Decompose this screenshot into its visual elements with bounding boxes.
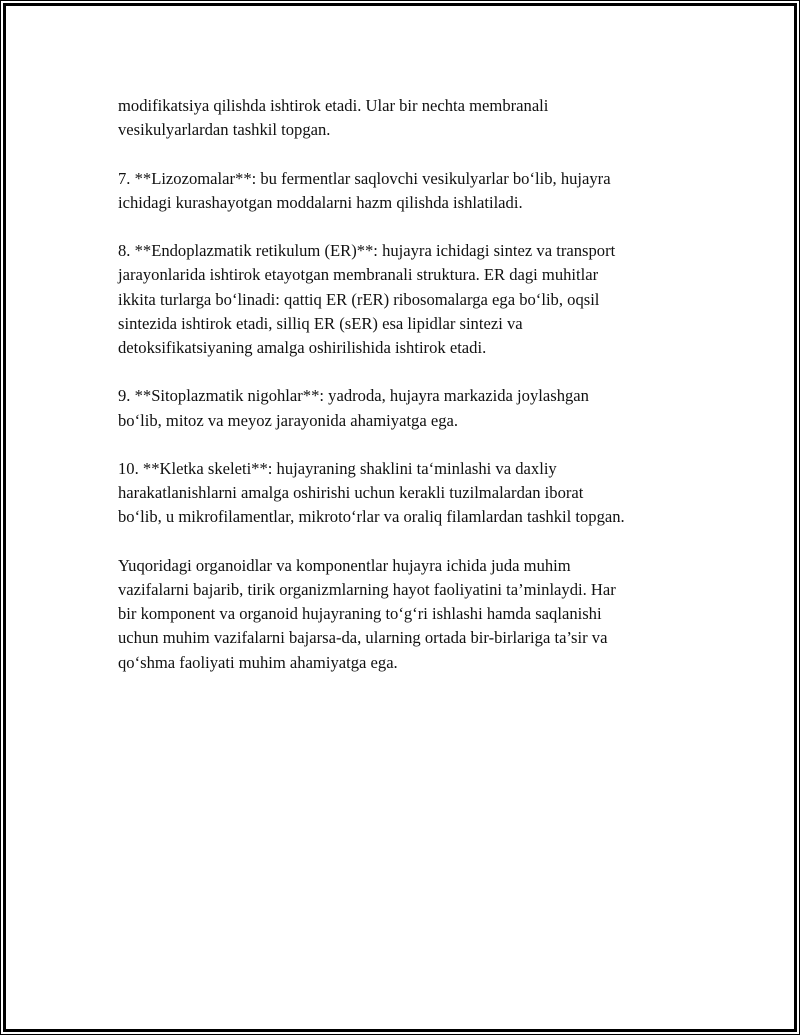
paragraph-kletka-skeleti: 10. **Kletka skeleti**: hujayraning shaklini ta‘minlashi va daxliy harakatlanishlarni amalga oshirishi uchun kerakli tuzilmalardan iborat bo‘lib, u mikrofilamentlar, mikroto‘rlar va oraliq filamlardan tashkil topgan.: [118, 458, 625, 527]
paragraph-continuation: modifikatsiya qilishda ishtirok etadi. Ular bir nechta membranali vesikulyarlardan tashkil topgan.: [118, 96, 549, 140]
paragraph-lizozomalar: 7. **Lizozomalar**: bu fermentlar saqlovchi vesikulyarlar bo‘lib, hujayra ichidagi kurashayotgan moddalarni hazm qilishda ishlatiladi.: [118, 168, 611, 212]
paragraph-endoplazmatik-retikulum: 8. **Endoplazmatik retikulum (ER)**: hujayra ichidagi sintez va transport jarayonlarida ishtirok etayotgan membranali struktura. ER dagi muhitlar ikkita turlarga bo‘linadi: qattiq ER (rER) ribosomalarga ega bo‘lib, oqsil sintezida ishtirok etadi, silliq ER (sER) esa lipidlar sintezi va detoksifikatsiyaning amalga oshirilishida ishtirok etadi.: [118, 241, 616, 357]
paragraph-sitoplazmatik-nigohlar: 9. **Sitoplazmatik nigohlar**: yadroda, hujayra markazida joylashgan bo‘lib, mitoz va meyoz jarayonida ahamiyatga ega.: [118, 386, 589, 430]
paragraph-conclusion: Yuqoridagi organoidlar va komponentlar hujayra ichida juda muhim vazifalarni bajarib, tirik organizmlarning hayot faoliyatini ta’minlaydi. Har bir komponent va organoid hujayraning to‘g‘ri ishlashi hamda saqlanishi uchun muhim vazifalarni bajarsa-da, ularning ortada bir-birlariga ta’sir va qo‘shma faoliyati muhim ahamiyatga ega.: [118, 555, 616, 672]
document-body: [118, 94, 698, 699]
